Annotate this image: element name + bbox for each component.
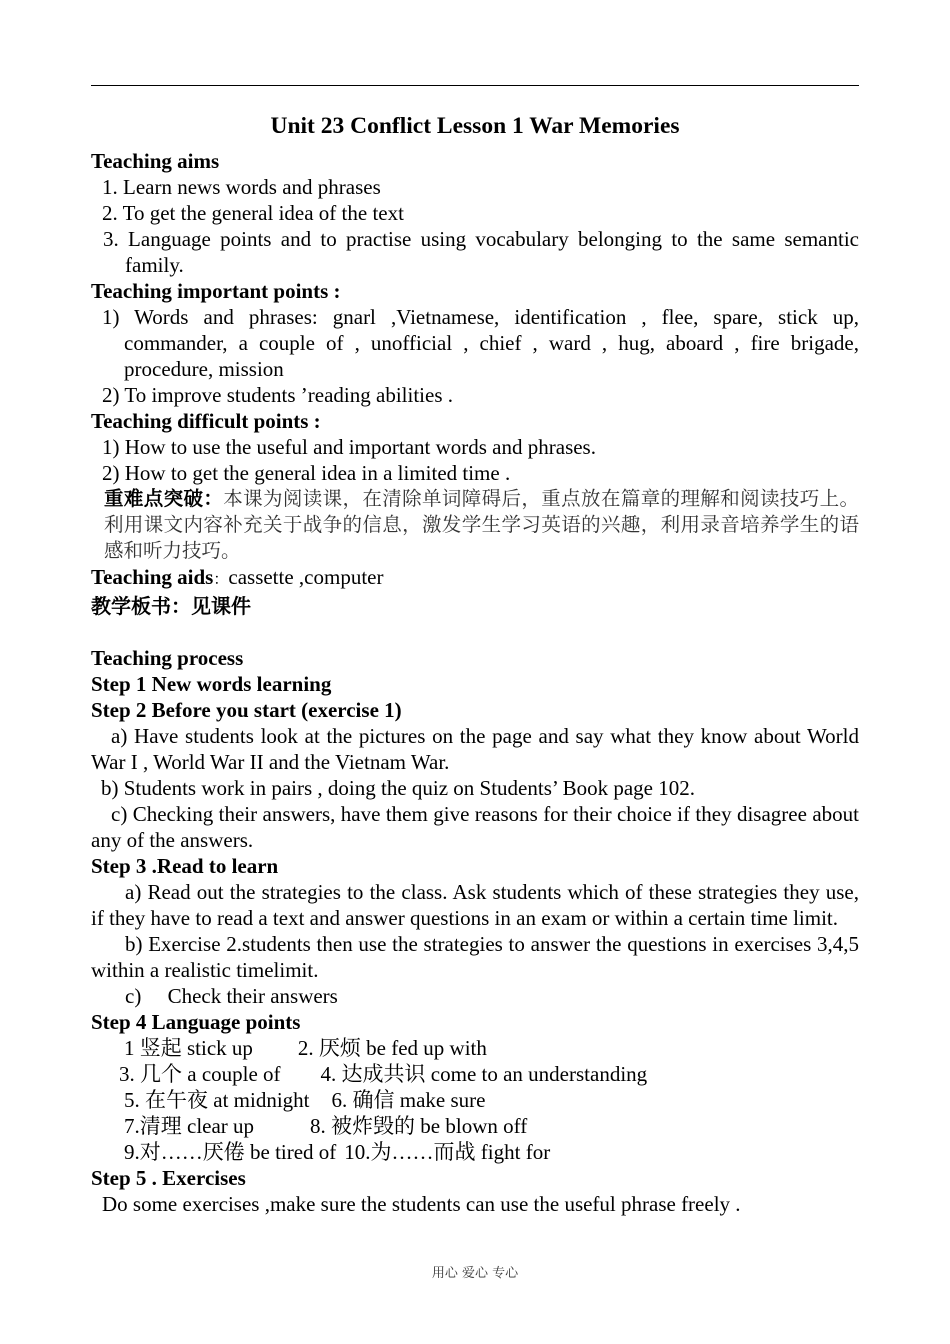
process-heading: Teaching process xyxy=(91,646,244,670)
step4-heading: Step 4 Language points xyxy=(91,1010,301,1034)
difficult-heading: Teaching difficult points : xyxy=(91,409,321,433)
aims-item: 1. Learn news words and phrases xyxy=(102,175,381,199)
board-line: 教学板书：见课件 xyxy=(91,594,251,618)
breakthrough-paragraph xyxy=(91,486,859,564)
phrase-row xyxy=(91,1061,859,1087)
difficult-item: 2) How to get the general idea in a limited time . xyxy=(102,461,511,485)
phrase-row xyxy=(91,1087,859,1113)
important-item: 2) To improve students ’reading abilities . xyxy=(102,383,453,407)
phrase-row xyxy=(91,1113,859,1139)
aims-item: 2. To get the general idea of the text xyxy=(102,201,404,225)
header-rule xyxy=(91,85,859,86)
difficult-item: 1) How to use the useful and important words and phrases. xyxy=(102,435,596,459)
important-item: 1) Words and phrases: gnarl ,Vietnamese, identification , flee, spare, stick up, commander, a couple of , unofficial , chief , ward , hug, aboard , fire brigade, procedure, mission xyxy=(102,305,859,381)
phrase: 5. 在午夜 at midnight xyxy=(124,1088,310,1112)
aids-label: Teaching aids xyxy=(91,565,214,589)
document-body xyxy=(91,108,859,1217)
phrase: 6. 确信 make sure xyxy=(331,1088,486,1112)
step3-item-a: a) Read out the strategies to the class. Ask students which of these strategies they use, if they have to read a text and answer questions in an exam or within a certain time limit. xyxy=(91,880,859,930)
step2-item-c: c) Checking their answers, have them give reasons for their choice if they disagree about any of the answers. xyxy=(91,802,859,852)
aids-text: cassette ,computer xyxy=(228,565,384,589)
step2-heading: Step 2 Before you start (exercise 1) xyxy=(91,698,402,722)
phrase: 4. 达成共识 come to an understanding xyxy=(320,1062,648,1086)
step3-heading: Step 3 .Read to learn xyxy=(91,854,279,878)
phrase-row xyxy=(91,1035,859,1061)
important-heading: Teaching important points : xyxy=(91,279,341,303)
breakthrough-text: 本课为阅读课，在清除单词障碍后，重点放在篇章的理解和阅读技巧上。利用课文内容补充关于战争的信息，激发学生学习英语的兴趣，利用录音培养学生的语感和听力技巧。 xyxy=(104,487,859,562)
phrase: 3. 几个 a couple of xyxy=(119,1062,281,1086)
phrase: 2. 厌烦 be fed up with xyxy=(297,1036,487,1060)
step5-heading: Step 5 . Exercises xyxy=(91,1166,246,1190)
step5-text: Do some exercises ,make sure the students can use the useful phrase freely . xyxy=(102,1192,741,1216)
step2-item-a: a) Have students look at the pictures on the page and say what they know about World War I , World War II and the Vietnam War. xyxy=(91,724,859,774)
aims-item: 3. Language points and to practise using vocabulary belonging to the same semantic family. xyxy=(103,227,859,277)
page-footer: 用心 爱心 专心 xyxy=(431,1266,519,1281)
spacer xyxy=(91,619,859,645)
phrase: 9.对……厌倦 be tired of xyxy=(124,1140,337,1164)
phrase: 10.为……而战 fight for xyxy=(344,1140,551,1164)
document-title: Unit 23 Conflict Lesson 1 War Memories xyxy=(270,113,680,139)
phrase-row xyxy=(91,1139,859,1165)
aids-separator: ： xyxy=(213,572,229,588)
phrase: 1 竖起 stick up xyxy=(124,1036,253,1060)
step3-item-b: b) Exercise 2.students then use the strategies to answer the questions in exercises 3,4,5 within a realistic timelimit. xyxy=(91,932,859,982)
step3-item-c: c) Check their answers xyxy=(125,984,338,1008)
breakthrough-label: 重难点突破： xyxy=(104,487,224,510)
aims-heading: Teaching aims xyxy=(91,149,220,173)
phrase: 7.清理 clear up xyxy=(124,1114,255,1138)
step2-item-b: b) Students work in pairs , doing the quiz on Students’ Book page 102. xyxy=(101,776,695,800)
step1-heading: Step 1 New words learning xyxy=(91,672,332,696)
aids-line xyxy=(91,564,859,593)
phrase: 8. 被炸毁的 be blown off xyxy=(310,1114,528,1138)
